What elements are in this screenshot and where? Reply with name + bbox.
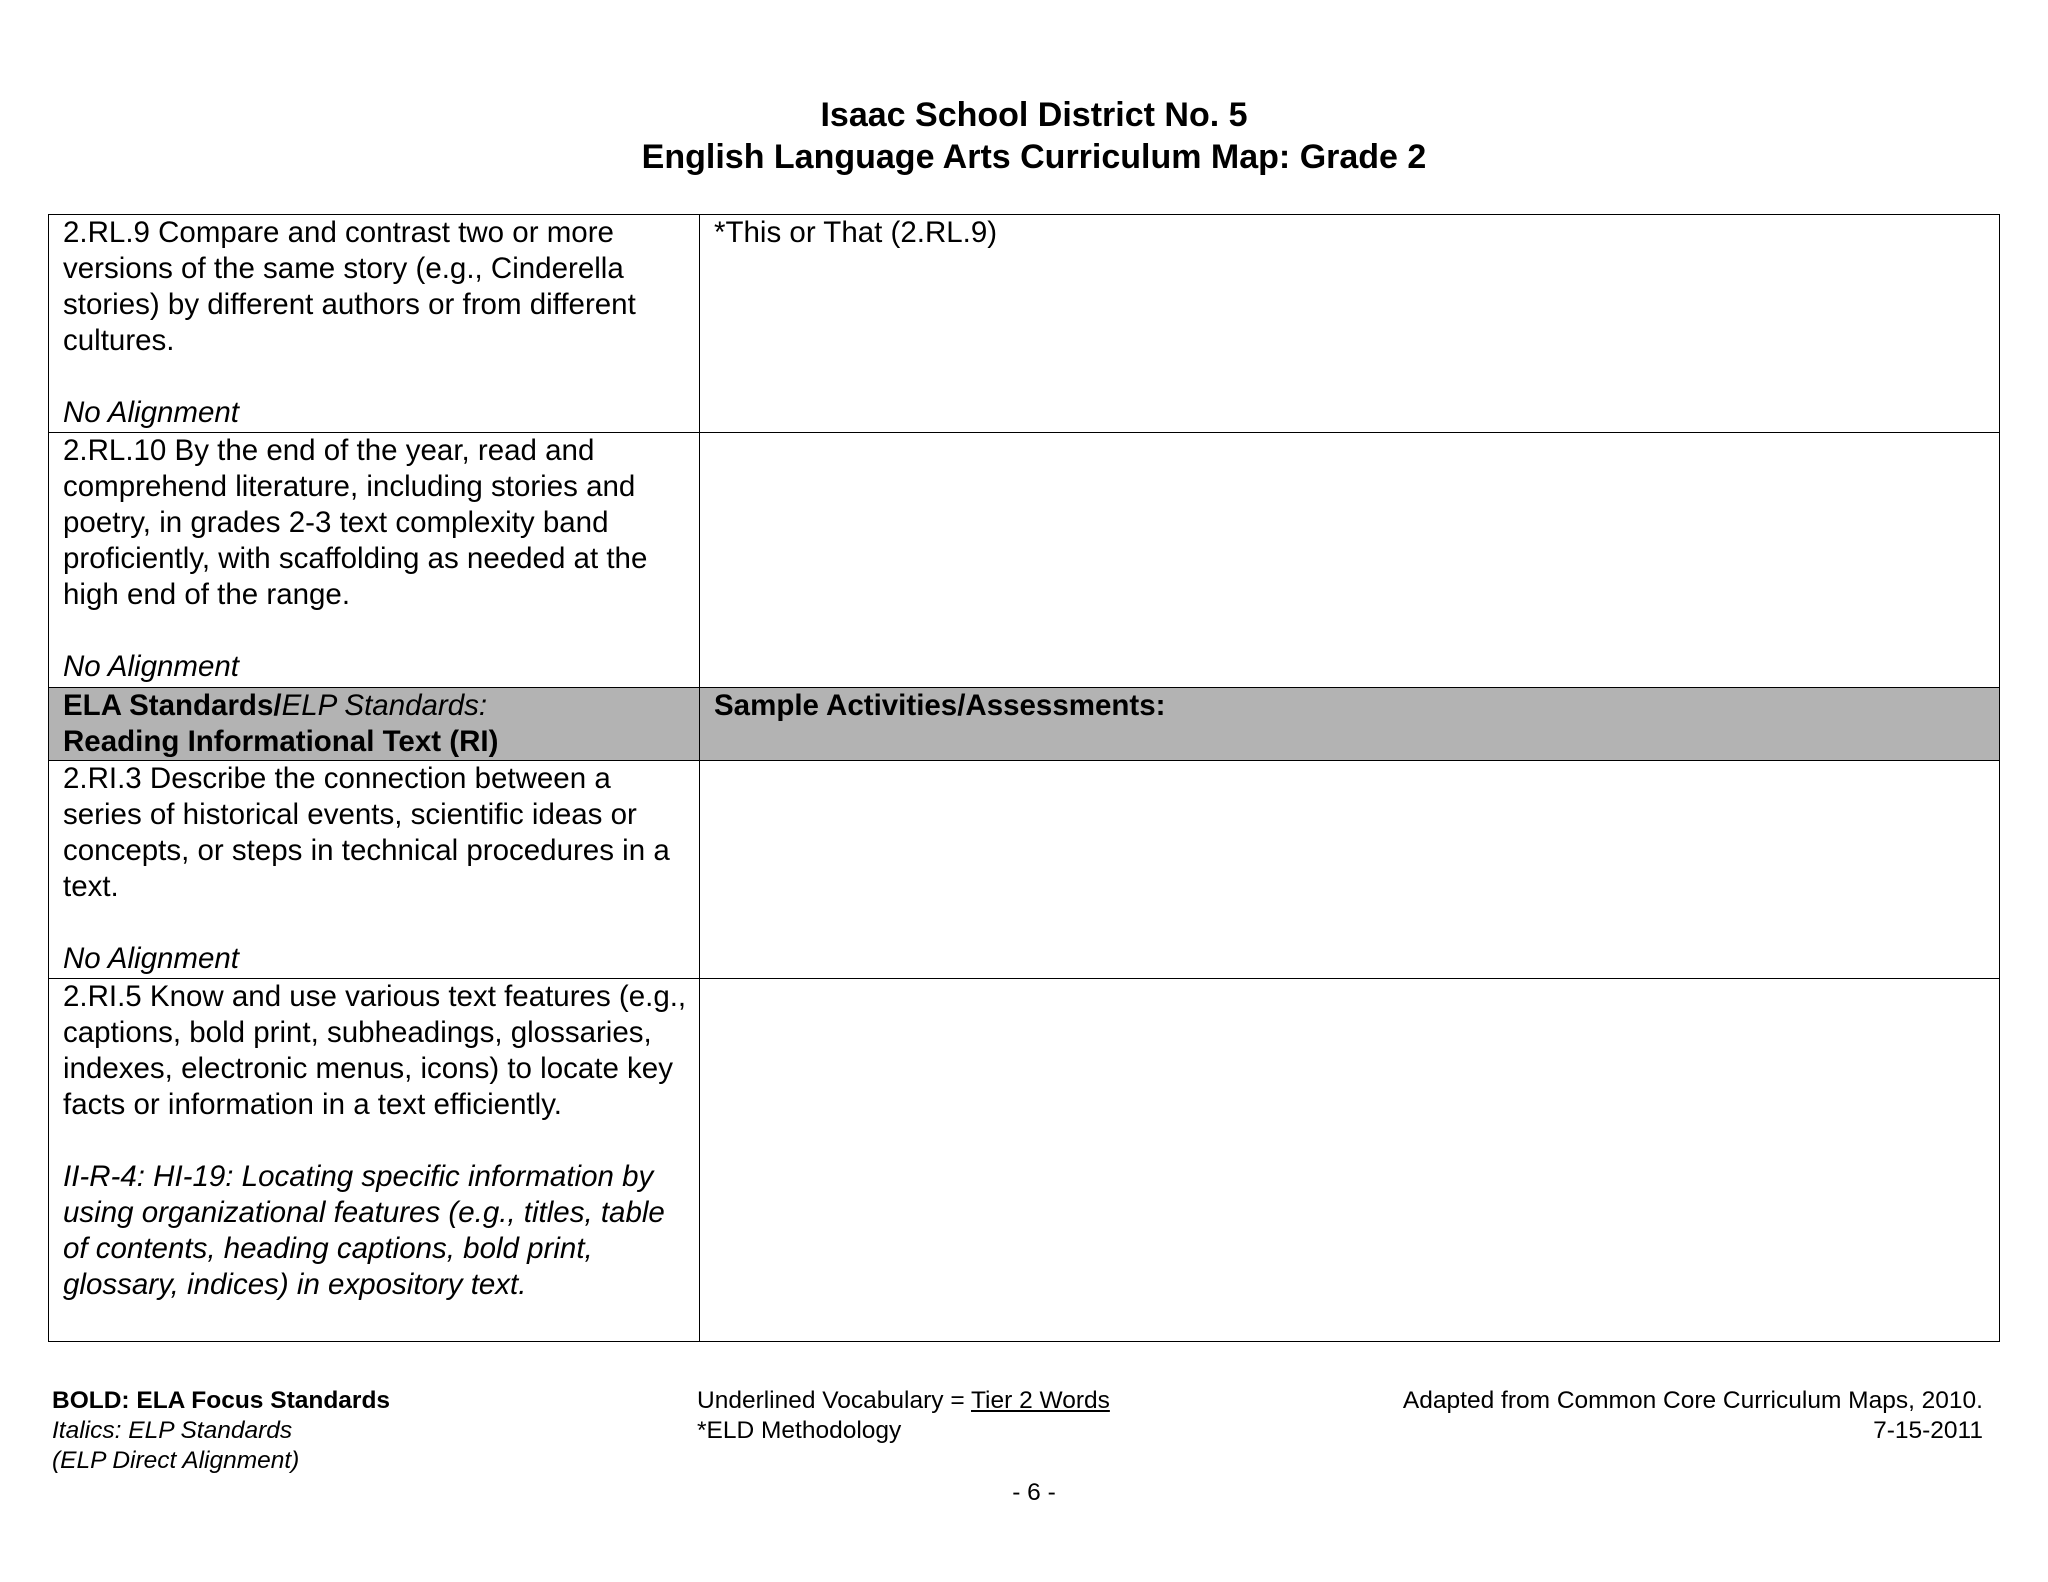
vocab-prefix: Underlined Vocabulary = xyxy=(697,1387,971,1414)
activities-label: Sample Activities/Assessments: xyxy=(714,689,1166,722)
eld-methodology: *ELD Methodology xyxy=(697,1417,902,1444)
section-title: Reading Informational Text (RI) xyxy=(63,725,499,758)
activity-text: *This or That (2.RL.9) xyxy=(714,216,998,249)
alignment-text: No Alignment xyxy=(63,942,239,975)
activity-cell xyxy=(700,979,2000,1342)
table-row xyxy=(49,979,2000,1342)
activity-cell xyxy=(700,433,2000,688)
revision-date: 7-15-2011 xyxy=(1873,1417,1983,1444)
section-header-cell xyxy=(49,688,700,761)
standard-cell xyxy=(49,979,700,1342)
bold-key: BOLD: ELA Focus Standards xyxy=(52,1387,391,1414)
alignment-text: II-R-4: HI-19: Locating specific information by using organizational features (e.g., titles, table of contents, heading captions, bold print, glossary, indices) in expository text. xyxy=(63,1160,665,1301)
standard-text: 2.RL.9 Compare and contrast two or more versions of the same story (e.g., Cinderella stories) by different authors or from different cultures. xyxy=(63,216,636,357)
district-title: Isaac School District No. 5 xyxy=(820,96,1248,134)
table-row xyxy=(49,761,2000,979)
standard-cell xyxy=(49,215,700,433)
alignment-text: No Alignment xyxy=(63,396,239,429)
elp-standards-label: ELP Standards: xyxy=(281,689,488,722)
standard-cell xyxy=(49,433,700,688)
section-header-row xyxy=(49,688,2000,761)
document-header xyxy=(0,94,2048,178)
map-title: English Language Arts Curriculum Map: Grade 2 xyxy=(641,138,1427,176)
adapted-from: Adapted from Common Core Curriculum Maps, 2010. xyxy=(1402,1387,1983,1414)
footer-vocabulary xyxy=(697,1386,1110,1446)
table-row xyxy=(49,433,2000,688)
table-row xyxy=(49,215,2000,433)
direct-alignment-key: (ELP Direct Alignment) xyxy=(52,1447,300,1474)
tier-2-words: Tier 2 Words xyxy=(971,1387,1110,1414)
alignment-text: No Alignment xyxy=(63,650,239,683)
activity-cell xyxy=(700,761,2000,979)
activities-header-cell xyxy=(700,688,2000,761)
ela-standards-label: ELA Standards/ xyxy=(63,689,282,722)
footer-legend xyxy=(52,1386,390,1476)
curriculum-table xyxy=(48,214,2000,1342)
page-number: - 6 - xyxy=(1012,1479,1056,1506)
standard-cell xyxy=(49,761,700,979)
activity-cell xyxy=(700,215,2000,433)
italics-key: Italics: ELP Standards xyxy=(52,1417,293,1444)
footer-source xyxy=(1403,1386,1983,1446)
standard-text: 2.RL.10 By the end of the year, read and comprehend literature, including stories and poetry, in grades 2-3 text complexity band proficiently, with scaffolding as needed at the high end of the range. xyxy=(63,434,648,611)
standard-text: 2.RI.3 Describe the connection between a series of historical events, scientific ideas or concepts, or steps in technical procedures in a text. xyxy=(63,762,670,903)
standard-text: 2.RI.5 Know and use various text features (e.g., captions, bold print, subheadings, glossaries, indexes, electronic menus, icons) to locate key facts or information in a text efficiently. xyxy=(63,980,687,1121)
